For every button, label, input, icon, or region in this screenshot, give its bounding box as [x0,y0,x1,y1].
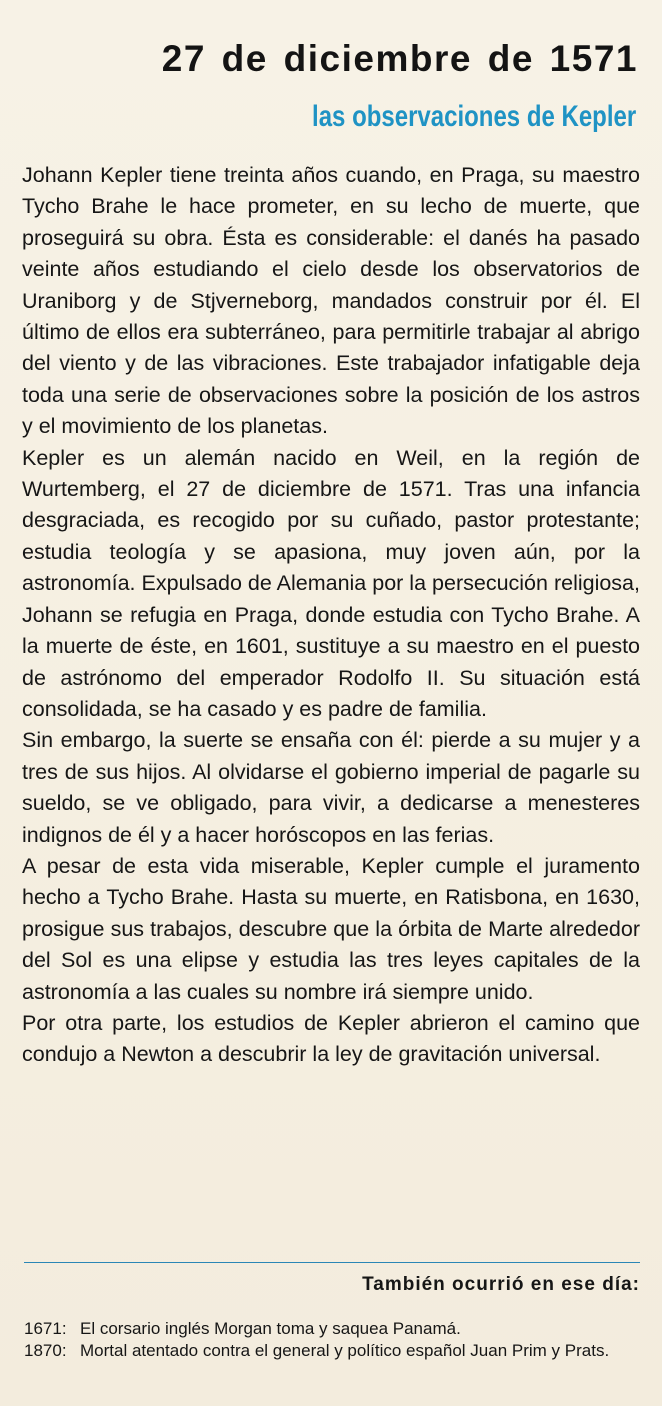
event-text: Mortal atentado contra el general y político español Juan Prim y Prats. [80,1341,610,1360]
article-paragraph: Sin embargo, la suerte se ensaña con él: pierde a su mujer y a tres de sus hijos. Al olvidarse el gobierno imperial de pagarle su sueldo, se ve obligado, para vivir, a dedicarse a menesteres indignos de él y a hacer horóscopos en las ferias. [22,728,640,847]
event-year: 1870: [24,1341,67,1360]
article-paragraph: Kepler es un alemán nacido en Weil, en la región de Wurtemberg, el 27 de diciembre de 1571. Tras una infancia desgraciada, es recogido por su cuñado, pastor protestante; estudia teología y se apasiona, muy joven aún, por la astronomía. Expulsado de Alemania por la persecución religiosa, Johann se refugia en Praga, donde estudia con Tycho Brahe. A la muerte de éste, en 1601, sustituye a su maestro en el puesto de astrónomo del emperador Rodolfo II. Su situación está consolidada, se ha casado y es padre de familia. [22,445,640,721]
article-paragraph: A pesar de esta vida miserable, Kepler cumple el juramento hecho a Tycho Brahe. Hasta su muerte, en Ratisbona, en 1630, prosigue sus trabajos, descubre que la órbita de Marte alrededor del Sol es una elipse y estudia las tres leyes capitales de la astronomía a las cuales su nombre irá siempre unido. [22,853,640,1004]
events-list [24,1318,642,1362]
article-paragraph: Por otra parte, los estudios de Kepler abrieron el camino que condujo a Newton a descubrir la ley de gravitación universal. [22,1010,640,1067]
event-text: El corsario inglés Morgan toma y saquea Panamá. [80,1319,461,1338]
article-paragraph: Johann Kepler tiene treinta años cuando, en Praga, su maestro Tycho Brahe le hace prometer, en su lecho de muerte, que proseguirá su obra. Ésta es considerable: el danés ha pasado veinte años estudiando el cielo desde los observatorios de Uraniborg y de Stjverneborg, mandados construir por él. El último de ellos era subterráneo, para permitirle trabajar al abrigo del viento y de las vibraciones. Este trabajador infatigable deja toda una serie de observaciones sobre la posición de los astros y el movimiento de los planetas. [22,163,640,439]
also-happened-heading: También ocurrió en ese día: [362,1274,640,1295]
article-subtitle: las observaciones de Kepler [311,100,636,133]
section-divider [24,1262,640,1263]
event-item [24,1318,642,1340]
event-item [24,1340,642,1362]
date-title: 27 de diciembre de 1571 [161,38,638,79]
event-year: 1671: [24,1319,67,1338]
article-body [22,160,640,1071]
